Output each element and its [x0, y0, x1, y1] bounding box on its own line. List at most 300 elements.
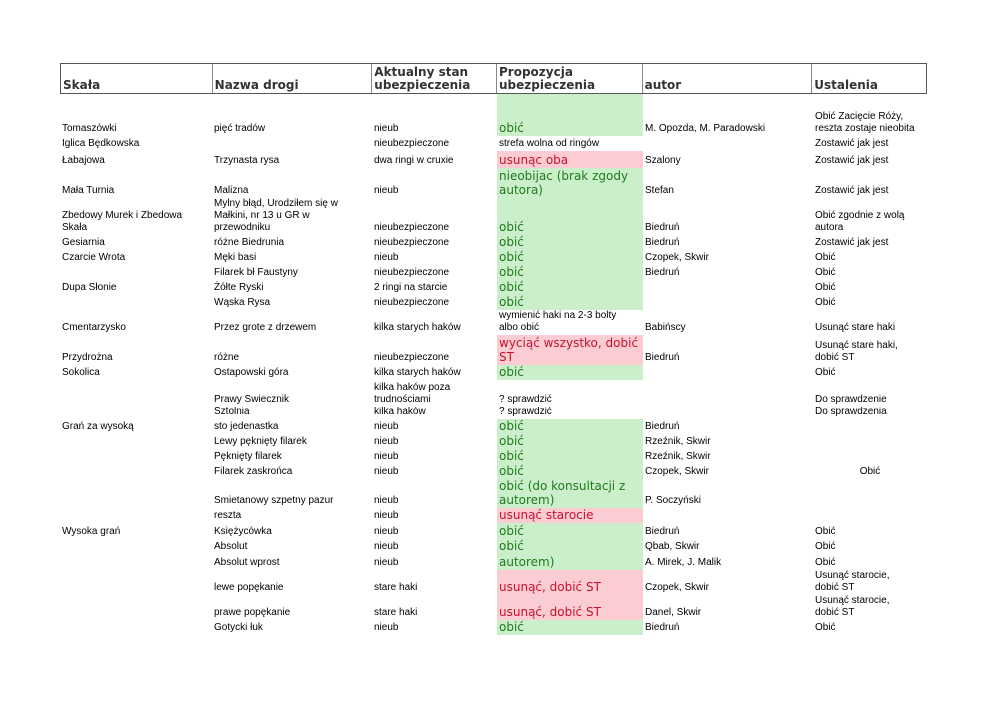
cell-propozycja[interactable]	[497, 365, 643, 380]
cell-ustalenia[interactable]	[813, 620, 927, 635]
cell-skala-text: Gesiarnia	[62, 237, 105, 248]
cell-propozycja-text: obić	[499, 524, 524, 538]
cell-propozycja[interactable]	[497, 434, 643, 449]
cell-nazwa-drogi-text: Trzynasta rysa	[214, 155, 280, 166]
cell-propozycja-text: usunąć, dobić ST	[499, 580, 601, 594]
cell-ustalenia[interactable]	[813, 419, 927, 434]
cell-ustalenia-text: Usunąć starocie,	[815, 570, 890, 581]
cell-propozycja[interactable]	[497, 136, 643, 151]
cell-propozycja-text: ST	[499, 350, 514, 364]
cell-ustalenia-text: Zostawić jak jest	[815, 185, 889, 196]
cell-ustalenia[interactable]	[813, 554, 927, 570]
cell-skala[interactable]	[60, 94, 212, 136]
cell-aktualny-stan[interactable]	[372, 407, 497, 419]
cell-autor-text: Biedruń	[645, 622, 680, 633]
cell-autor[interactable]	[643, 434, 813, 449]
cell-ustalenia[interactable]	[813, 265, 927, 280]
cell-skala[interactable]	[60, 523, 212, 539]
cell-propozycja[interactable]	[497, 419, 643, 434]
cell-aktualny-stan-text: nieub	[374, 541, 399, 552]
cell-aktualny-stan[interactable]	[372, 365, 497, 380]
cell-autor[interactable]	[643, 464, 813, 479]
cell-autor[interactable]	[643, 620, 813, 635]
cell-ustalenia-text: Obić	[815, 252, 836, 263]
cell-nazwa-drogi-text: Ostapowski góra	[214, 367, 289, 378]
cell-nazwa-drogi-text: Mylny błąd, Urodziłem się w	[214, 198, 338, 209]
cell-aktualny-stan-text: nieubezpieczone	[374, 267, 450, 278]
cell-aktualny-stan-text: kilka haków	[374, 407, 426, 417]
cell-aktualny-stan-text: nieubezpieczone	[374, 297, 450, 308]
cell-ustalenia-text: dobić ST	[815, 352, 855, 363]
header-skala[interactable]: Skała	[61, 64, 213, 93]
cell-propozycja[interactable]	[497, 295, 643, 310]
cell-autor[interactable]	[643, 508, 813, 523]
cell-nazwa-drogi[interactable]	[212, 419, 372, 434]
cell-autor-text: Biedruń	[645, 237, 680, 248]
cell-autor-text: Czopek, Skwir	[645, 252, 709, 263]
cell-nazwa-drogi[interactable]	[212, 280, 372, 295]
cell-autor-text: Danel, Skwir	[645, 607, 702, 618]
cell-propozycja[interactable]	[497, 380, 643, 407]
cell-skala[interactable]	[60, 136, 212, 151]
cell-nazwa-drogi-text: Malizna	[214, 185, 249, 196]
cell-autor[interactable]	[643, 335, 813, 365]
cell-propozycja[interactable]	[497, 250, 643, 265]
table-body	[60, 94, 927, 635]
cell-ustalenia-text: Obić	[815, 367, 836, 378]
table-row	[60, 136, 927, 151]
header-nazwa-drogi[interactable]: Nazwa drogi	[213, 64, 373, 93]
cell-aktualny-stan-text: dwa ringi w cruxie	[374, 155, 454, 166]
cell-aktualny-stan-text: nieub	[374, 495, 399, 506]
cell-autor-text: M. Opozda, M. Paradowski	[645, 123, 766, 134]
cell-aktualny-stan[interactable]	[372, 151, 497, 168]
table-row	[60, 151, 927, 168]
cell-autor[interactable]	[643, 380, 813, 407]
cell-propozycja-text: usunąc oba	[499, 153, 569, 167]
cell-nazwa-drogi[interactable]	[212, 198, 372, 235]
cell-ustalenia-text: dobić ST	[815, 582, 855, 593]
cell-aktualny-stan[interactable]	[372, 539, 497, 554]
cell-aktualny-stan-text: nieub	[374, 526, 399, 537]
cell-skala[interactable]	[60, 198, 212, 235]
cell-aktualny-stan[interactable]	[372, 508, 497, 523]
cell-ustalenia-text: dobić ST	[815, 607, 855, 618]
cell-skala[interactable]	[60, 554, 212, 570]
cell-skala[interactable]	[60, 310, 212, 335]
cell-propozycja[interactable]	[497, 335, 643, 365]
cell-nazwa-drogi[interactable]	[212, 151, 372, 168]
cell-propozycja[interactable]	[497, 280, 643, 295]
cell-autor-text: Szalony	[645, 155, 681, 166]
cell-nazwa-drogi[interactable]	[212, 464, 372, 479]
cell-ustalenia-text: Usunąć stare haki	[815, 322, 896, 333]
cell-nazwa-drogi[interactable]	[212, 539, 372, 554]
cell-nazwa-drogi-text: Absolut	[214, 541, 248, 552]
cell-nazwa-drogi[interactable]	[212, 365, 372, 380]
cell-ustalenia-text: Obić	[815, 557, 836, 568]
cell-ustalenia-text: Usunąć starocie,	[815, 595, 890, 606]
cell-autor-text: Rzeźnik, Skwir	[645, 436, 711, 447]
cell-ustalenia-text: Obić	[859, 466, 881, 477]
cell-ustalenia[interactable]	[813, 168, 927, 198]
cell-ustalenia-text: Obić Zacięcie Róży,	[815, 111, 904, 122]
cell-nazwa-drogi-text: różne	[214, 352, 240, 363]
cell-skala[interactable]	[60, 479, 212, 508]
cell-ustalenia-text: Obić	[815, 622, 836, 633]
cell-skala-text: Grań za wysoką	[62, 421, 134, 432]
cell-nazwa-drogi-text: Pęknięty filarek	[214, 451, 282, 462]
cell-propozycja-text: autorem)	[499, 555, 555, 569]
cell-skala[interactable]	[60, 295, 212, 310]
cell-nazwa-drogi[interactable]	[212, 136, 372, 151]
cell-propozycja[interactable]	[497, 310, 643, 335]
cell-aktualny-stan[interactable]	[372, 479, 497, 508]
cell-skala-text: Łabajowa	[62, 155, 105, 166]
cell-aktualny-stan[interactable]	[372, 434, 497, 449]
cell-aktualny-stan[interactable]	[372, 570, 497, 595]
cell-autor-text: Biedruń	[645, 526, 680, 537]
cell-ustalenia-text: Obić	[815, 297, 836, 308]
cell-propozycja[interactable]	[497, 554, 643, 570]
cell-nazwa-drogi-text: Męki basi	[214, 252, 257, 263]
cell-skala[interactable]	[60, 539, 212, 554]
table-row	[60, 554, 927, 570]
cell-ustalenia[interactable]	[813, 523, 927, 539]
cell-autor[interactable]	[643, 449, 813, 464]
cell-aktualny-stan[interactable]	[372, 295, 497, 310]
cell-autor[interactable]	[643, 419, 813, 434]
cell-propozycja-text: wymienić haki na 2-3 bolty	[499, 310, 617, 321]
cell-nazwa-drogi[interactable]	[212, 94, 372, 136]
cell-nazwa-drogi-text: reszta	[214, 510, 242, 521]
cell-propozycja-text: autorem)	[499, 493, 555, 507]
cell-skala-text: Dupa Słonie	[62, 282, 117, 293]
cell-propozycja[interactable]	[497, 407, 643, 419]
cell-aktualny-stan-text: nieub	[374, 252, 399, 263]
cell-propozycja[interactable]	[497, 523, 643, 539]
cell-ustalenia[interactable]	[813, 449, 927, 464]
cell-aktualny-stan-text: stare haki	[374, 607, 418, 618]
cell-propozycja[interactable]	[497, 508, 643, 523]
cell-ustalenia-text: Do sprawdzenie	[815, 394, 887, 405]
cell-skala[interactable]	[60, 508, 212, 523]
header-propozycja[interactable]: Propozycja ubezpieczenia	[497, 64, 643, 93]
cell-nazwa-drogi[interactable]	[212, 407, 372, 419]
cell-nazwa-drogi-text: Prawy Swiecznik	[214, 394, 290, 405]
cell-aktualny-stan-text: nieub	[374, 510, 399, 521]
cell-aktualny-stan[interactable]	[372, 449, 497, 464]
cell-nazwa-drogi[interactable]	[212, 250, 372, 265]
table-row	[60, 250, 927, 265]
cell-nazwa-drogi-text: Wąska Rysa	[214, 297, 271, 308]
cell-autor[interactable]	[643, 310, 813, 335]
cell-propozycja-text: obić	[499, 121, 524, 135]
cell-nazwa-drogi[interactable]	[212, 523, 372, 539]
cell-autor[interactable]	[643, 570, 813, 595]
cell-nazwa-drogi[interactable]	[212, 570, 372, 595]
table-row	[60, 168, 927, 198]
table-row	[60, 295, 927, 310]
cell-skala[interactable]	[60, 407, 212, 419]
cell-autor[interactable]	[643, 523, 813, 539]
cell-skala[interactable]	[60, 280, 212, 295]
cell-aktualny-stan-text: nieub	[374, 436, 399, 447]
cell-nazwa-drogi[interactable]	[212, 335, 372, 365]
cell-autor[interactable]	[643, 280, 813, 295]
table-row	[60, 464, 927, 479]
table-row	[60, 265, 927, 280]
cell-aktualny-stan-text: nieub	[374, 421, 399, 432]
cell-autor[interactable]	[643, 407, 813, 419]
cell-autor[interactable]	[643, 365, 813, 380]
cell-autor-text: Biedruń	[645, 352, 680, 363]
cell-skala[interactable]	[60, 449, 212, 464]
cell-ustalenia[interactable]	[813, 295, 927, 310]
cell-nazwa-drogi[interactable]	[212, 554, 372, 570]
header-ustalenia[interactable]: Ustalenia	[814, 78, 878, 92]
cell-nazwa-drogi[interactable]	[212, 508, 372, 523]
cell-propozycja-text: nieobijac (brak zgody	[499, 169, 629, 183]
cell-aktualny-stan-text: kilka starych haków	[374, 367, 461, 378]
cell-propozycja-text: obić	[499, 280, 524, 294]
cell-ustalenia[interactable]	[813, 464, 927, 479]
cell-ustalenia[interactable]	[813, 479, 927, 508]
cell-aktualny-stan-text: nieub	[374, 451, 399, 462]
table-row	[60, 198, 927, 235]
cell-ustalenia[interactable]	[813, 235, 927, 250]
cell-propozycja-text: albo obić	[499, 322, 540, 333]
table-row	[60, 523, 927, 539]
cell-autor[interactable]	[643, 168, 813, 198]
cell-ustalenia-text: Usunąć stare haki,	[815, 340, 898, 351]
cell-aktualny-stan[interactable]	[372, 136, 497, 151]
cell-propozycja[interactable]	[497, 595, 643, 620]
cell-aktualny-stan[interactable]	[372, 419, 497, 434]
cell-nazwa-drogi[interactable]	[212, 310, 372, 335]
cell-skala-text: Wysoka grań	[62, 526, 121, 537]
cell-nazwa-drogi-text: pięć tradów	[214, 123, 266, 134]
header-autor[interactable]: autor	[643, 64, 813, 93]
cell-aktualny-stan[interactable]	[372, 235, 497, 250]
cell-ustalenia[interactable]	[813, 151, 927, 168]
cell-propozycja-text: obić	[499, 235, 524, 249]
cell-skala[interactable]	[60, 151, 212, 168]
cell-propozycja-text: strefa wolna od ringów	[499, 138, 600, 149]
cell-skala[interactable]	[60, 464, 212, 479]
cell-nazwa-drogi-text: Sztolnia	[214, 407, 250, 417]
cell-propozycja-text: obić	[499, 539, 524, 553]
cell-ustalenia[interactable]	[813, 570, 927, 595]
cell-propozycja-text: obić	[499, 449, 524, 463]
cell-ustalenia[interactable]	[813, 198, 927, 235]
cell-propozycja[interactable]	[497, 570, 643, 595]
cell-autor-text: Qbab, Skwir	[645, 541, 700, 552]
cell-propozycja-text: obić	[499, 220, 524, 234]
cell-nazwa-drogi-text: Gotycki łuk	[214, 622, 263, 633]
cell-aktualny-stan[interactable]	[372, 523, 497, 539]
cell-skala[interactable]	[60, 434, 212, 449]
cell-skala[interactable]	[60, 380, 212, 407]
cell-nazwa-drogi[interactable]	[212, 434, 372, 449]
table-row	[60, 94, 927, 136]
cell-nazwa-drogi[interactable]	[212, 479, 372, 508]
cell-nazwa-drogi[interactable]	[212, 449, 372, 464]
cell-ustalenia-text: autora	[815, 222, 844, 233]
cell-aktualny-stan[interactable]	[372, 94, 497, 136]
cell-skala[interactable]	[60, 595, 212, 620]
cell-skala-text: Mała Turnia	[62, 185, 115, 196]
cell-propozycja-text: ? sprawdzić	[499, 394, 552, 405]
cell-aktualny-stan[interactable]	[372, 280, 497, 295]
cell-ustalenia[interactable]	[813, 407, 927, 419]
cell-aktualny-stan[interactable]	[372, 335, 497, 365]
cell-autor[interactable]	[643, 265, 813, 280]
cell-nazwa-drogi[interactable]	[212, 380, 372, 407]
table-row	[60, 434, 927, 449]
cell-ustalenia-text: Zostawić jak jest	[815, 138, 889, 149]
cell-ustalenia[interactable]	[813, 380, 927, 407]
cell-nazwa-drogi-text: Księżycówka	[214, 526, 272, 537]
cell-skala[interactable]	[60, 265, 212, 280]
cell-ustalenia-text: reszta zostaje nieobita	[815, 123, 915, 134]
cell-aktualny-stan-text: nieubezpieczone	[374, 222, 450, 233]
cell-aktualny-stan[interactable]	[372, 620, 497, 635]
cell-skala-text: Sokolica	[62, 367, 100, 378]
cell-ustalenia-text: Obić zgodnie z wolą	[815, 210, 905, 221]
cell-propozycja-text: usunąć, dobić ST	[499, 605, 601, 619]
cell-skala[interactable]	[60, 335, 212, 365]
spreadsheet	[60, 63, 927, 635]
cell-autor-text: Biedruń	[645, 222, 680, 233]
cell-propozycja[interactable]	[497, 265, 643, 280]
cell-nazwa-drogi[interactable]	[212, 168, 372, 198]
cell-autor[interactable]	[643, 151, 813, 168]
cell-ustalenia[interactable]	[813, 365, 927, 380]
cell-autor[interactable]	[643, 250, 813, 265]
cell-aktualny-stan[interactable]	[372, 554, 497, 570]
cell-aktualny-stan[interactable]	[372, 464, 497, 479]
cell-propozycja-text: obić (do konsultacji z	[499, 479, 626, 493]
cell-ustalenia-text: Obić	[815, 526, 836, 537]
cell-skala[interactable]	[60, 570, 212, 595]
cell-propozycja-text: obić	[499, 620, 524, 634]
cell-skala-text: Cmentarzysko	[62, 322, 126, 333]
cell-aktualny-stan[interactable]	[372, 168, 497, 198]
cell-ustalenia[interactable]	[813, 250, 927, 265]
cell-autor[interactable]	[643, 235, 813, 250]
cell-autor[interactable]	[643, 136, 813, 151]
cell-nazwa-drogi[interactable]	[212, 620, 372, 635]
cell-aktualny-stan-text: kilka starych haków	[374, 322, 461, 333]
cell-ustalenia[interactable]	[813, 508, 927, 523]
cell-aktualny-stan[interactable]	[372, 310, 497, 335]
cell-aktualny-stan[interactable]	[372, 380, 497, 407]
cell-propozycja[interactable]	[497, 235, 643, 250]
cell-aktualny-stan-text: nieubezpieczone	[374, 237, 450, 248]
cell-propozycja[interactable]	[497, 539, 643, 554]
table-row	[60, 335, 927, 365]
cell-autor[interactable]	[643, 295, 813, 310]
cell-autor[interactable]	[643, 198, 813, 235]
cell-skala[interactable]	[60, 250, 212, 265]
cell-propozycja-text: obić	[499, 295, 524, 309]
cell-autor-text: Czopek, Skwir	[645, 466, 709, 477]
cell-skala[interactable]	[60, 235, 212, 250]
cell-ustalenia[interactable]	[813, 136, 927, 151]
table-row	[60, 280, 927, 295]
cell-propozycja-text: obić	[499, 365, 524, 379]
cell-nazwa-drogi[interactable]	[212, 595, 372, 620]
cell-autor[interactable]	[643, 479, 813, 508]
cell-propozycja[interactable]	[497, 464, 643, 479]
cell-ustalenia[interactable]	[813, 280, 927, 295]
cell-aktualny-stan[interactable]	[372, 250, 497, 265]
cell-ustalenia[interactable]	[813, 335, 927, 365]
cell-aktualny-stan-text: nieub	[374, 466, 399, 477]
cell-propozycja[interactable]	[497, 479, 643, 508]
cell-skala[interactable]	[60, 620, 212, 635]
cell-propozycja[interactable]	[497, 620, 643, 635]
cell-propozycja[interactable]	[497, 151, 643, 168]
cell-autor[interactable]	[643, 554, 813, 570]
cell-propozycja[interactable]	[497, 168, 643, 198]
cell-nazwa-drogi-text: Małkini, nr 13 u GR w	[214, 210, 310, 221]
cell-ustalenia[interactable]	[813, 434, 927, 449]
cell-autor[interactable]	[643, 94, 813, 136]
cell-aktualny-stan-text: stare haki	[374, 582, 418, 593]
header-aktualny-stan[interactable]: Aktualny stan ubezpieczenia	[372, 64, 497, 93]
table-row	[60, 508, 927, 523]
cell-autor-text: Rzeźnik, Skwir	[645, 451, 711, 462]
cell-skala[interactable]	[60, 168, 212, 198]
cell-propozycja[interactable]	[497, 94, 643, 136]
table-row	[60, 539, 927, 554]
cell-nazwa-drogi[interactable]	[212, 295, 372, 310]
cell-autor-text: Biedruń	[645, 421, 680, 432]
cell-ustalenia-text: Obić	[815, 267, 836, 278]
cell-aktualny-stan[interactable]	[372, 265, 497, 280]
cell-aktualny-stan-text: nieub	[374, 123, 399, 134]
cell-aktualny-stan-text: nieub	[374, 185, 399, 196]
cell-skala[interactable]	[60, 419, 212, 434]
cell-propozycja[interactable]	[497, 198, 643, 235]
table-row	[60, 419, 927, 434]
cell-aktualny-stan[interactable]	[372, 198, 497, 235]
cell-propozycja-text: ? sprawdzić	[499, 407, 552, 417]
cell-nazwa-drogi-text: Filarek bł Faustyny	[214, 267, 298, 278]
cell-propozycja-text: obić	[499, 464, 524, 478]
cell-propozycja[interactable]	[497, 449, 643, 464]
table-row	[60, 479, 927, 508]
cell-skala[interactable]	[60, 365, 212, 380]
cell-nazwa-drogi-text: Przez grote z drzewem	[214, 322, 317, 333]
table-row	[60, 449, 927, 464]
cell-aktualny-stan[interactable]	[372, 595, 497, 620]
cell-nazwa-drogi[interactable]	[212, 265, 372, 280]
cell-autor-text: Babińscy	[645, 322, 686, 333]
cell-ustalenia[interactable]	[813, 539, 927, 554]
table-row	[60, 310, 927, 335]
cell-ustalenia-text: Obić	[815, 541, 836, 552]
cell-ustalenia[interactable]	[813, 595, 927, 620]
cell-ustalenia[interactable]	[813, 310, 927, 335]
cell-autor[interactable]	[643, 539, 813, 554]
cell-ustalenia[interactable]	[813, 94, 927, 136]
cell-autor[interactable]	[643, 595, 813, 620]
cell-nazwa-drogi[interactable]	[212, 235, 372, 250]
cell-ustalenia-text: Obić	[815, 282, 836, 293]
